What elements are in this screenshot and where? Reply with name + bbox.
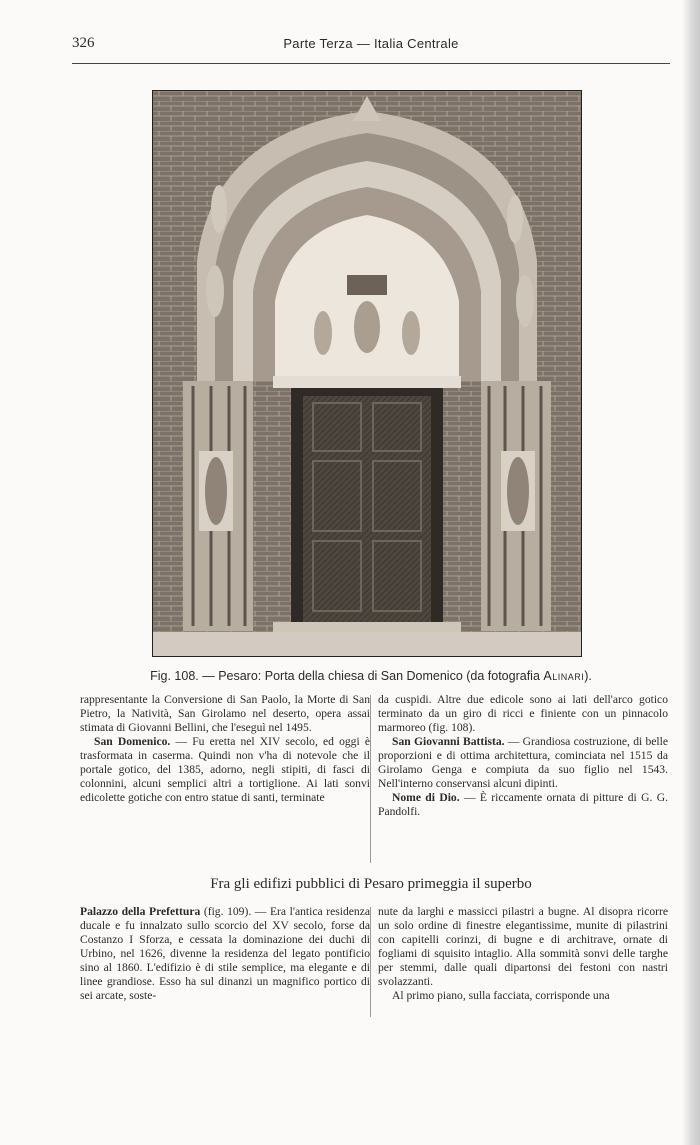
entry-title: Nome di Dio. (392, 791, 460, 804)
lower-right-column (378, 905, 668, 1003)
figure-caption (72, 669, 670, 683)
lower-columns (80, 905, 668, 1025)
entry-title: San Domenico. (94, 735, 171, 748)
caption-end: ). (584, 669, 592, 683)
portal-illustration (153, 91, 581, 656)
upper-left-column (80, 693, 370, 805)
entry-text: — È riccamente ornata di pitture di G. G. Pandolfi. (378, 791, 668, 818)
column-divider (370, 695, 371, 863)
entry-title: Palazzo della Prefettura (80, 905, 201, 918)
entry-title: San Giovanni Battista. (392, 735, 505, 748)
page-number: 326 (72, 35, 95, 51)
paragraph-palazzo-prefettura (80, 905, 370, 1003)
wooden-door (303, 396, 431, 622)
scan-edge-shadow (682, 0, 700, 1145)
entry-text: — Fu eretta nel XIV secolo, ed oggi è trasformata in caserma. Quindi non v'ha di notevole che il portale gotico, del 1385, adorno, negli stipiti, di fasci di colonnini, alcuni semplici altri a tortiglione. Ai lati sonvi edicolette gotiche con entro statue di santi, terminate (80, 735, 370, 804)
caption-text: Fig. 108. — Pesaro: Porta della chiesa di San Domenico (da fotografia (150, 669, 544, 683)
paragraph-san-giovanni (378, 735, 668, 791)
paragraph: nute da larghi e massicci pilastri a bugne. Al disopra ricorre un solo ordine di finestre elegantissime, munite di pilastrini con capitelli corinzi, di bugne e di architrave, ornate di fogliami di squisito intaglio. Alla sommità sonvi delle targhe per stemmi, dalle quali dipartonsi dei festoni con nastri svolazzanti. (378, 905, 668, 988)
entry-text: — Grandiosa costruzione, di belle proporzioni e di ottima architettura, cominciata nel 1515 da Girolamo Genga e compiuta da suo figlio nel 1543. Nell'interno conservansi alcuni dipinti. (378, 735, 669, 790)
page-header (72, 35, 670, 55)
paragraph: Al primo piano, sulla facciata, corrisponde una (392, 989, 610, 1002)
column-divider (370, 907, 371, 1017)
header-rule (72, 63, 670, 64)
section-heading: Fra gli edifizi pubblici di Pesaro primeggia il superbo (210, 876, 532, 892)
running-title: Parte Terza — Italia Centrale (283, 36, 459, 51)
lower-left-column (80, 905, 370, 1003)
paragraph-nome-di-dio (378, 791, 668, 819)
paragraph: rappresentante la Conversione di San Paolo, la Morte di San Pietro, la Natività, San Girolamo nel deserto, opera assai stimata di Giovanni Bellini, che l'eseguì nel 1495. (80, 693, 370, 734)
upper-columns (80, 693, 668, 865)
paragraph-san-domenico (80, 735, 370, 805)
figure-portal-photo (152, 90, 582, 657)
caption-credit: Alinari (543, 669, 585, 683)
entry-text: (fig. 109). — Era l'antica residenza ducale e fu innalzato sullo scorcio del XV secolo, forse da Costanzo I Sforza, e cessata la dominazione dei duchi di Urbino, nel 1626, divenne la residenza del legato pontificio sino al 1860. L'edifizio è di stile semplice, ma elegante e di linee grandiose. Esso ha sul dinanzi un magnifico portico di sei arcate, soste- (80, 905, 370, 1002)
upper-right-column (378, 693, 668, 819)
coat-of-arms (347, 275, 387, 295)
paragraph: da cuspidi. Altre due edicole sono ai lati dell'arco gotico terminato da un giro di ricci e finiente con un pinnacolo marmoreo (fig. 108). (378, 693, 668, 734)
